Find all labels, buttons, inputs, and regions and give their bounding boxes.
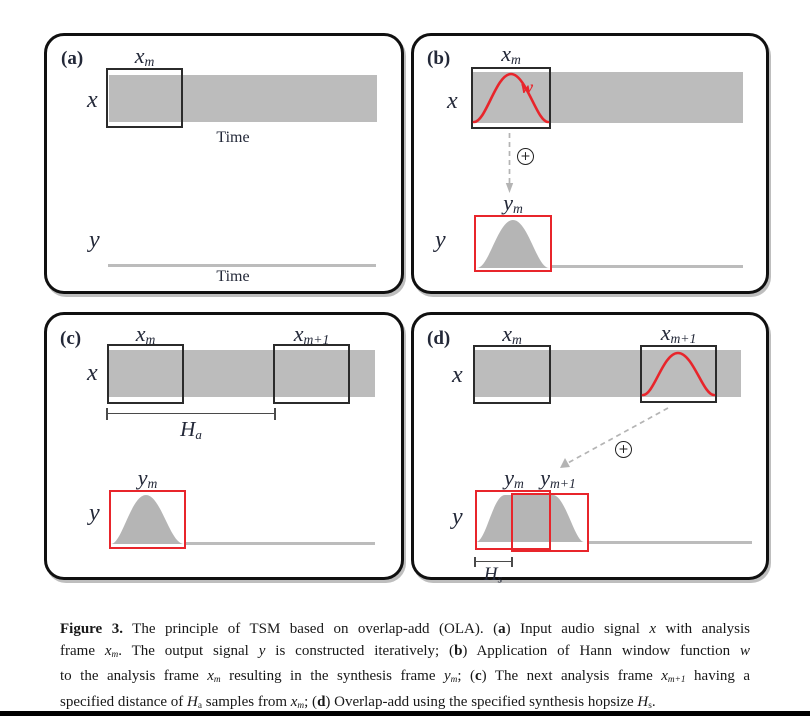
analysis-hopsize-bracket (107, 413, 275, 414)
panel-d-synthesis-frame2-box (511, 493, 589, 552)
panel-d-synthesis-frame1-label: ym (504, 465, 524, 491)
panel-d-y-axis-label: y (452, 504, 463, 530)
overlap-add-arrow-icon (502, 131, 518, 195)
panel-a-time-label-bottom: Time (216, 268, 250, 285)
panel-a-x-axis-label: x (87, 87, 98, 113)
panel-d-x-axis-label: x (452, 362, 463, 388)
panel-a-output-signal-line (108, 264, 376, 267)
overlap-add-arrow-icon (554, 403, 674, 475)
panel-a-tag: (a) (61, 48, 84, 69)
panel-c-y-axis-label: y (89, 500, 100, 526)
panel-c-frame2-box (273, 344, 350, 404)
page-bottom-rule (0, 711, 810, 716)
panel-d-frame2-label: xm+1 (660, 320, 697, 346)
panel-c-tag: (c) (60, 328, 82, 349)
panel-a-time-label-top: Time (216, 129, 250, 146)
panel-c-frame1-label: xm (135, 321, 156, 347)
panel-b-y-axis-label: y (435, 227, 446, 253)
panel-c-frame2-label: xm+1 (293, 321, 330, 347)
panel-a-analysis-frame-box (106, 68, 183, 128)
panel-a-y-axis-label: y (89, 227, 100, 253)
panel-c (44, 312, 404, 580)
panel-d-frame1-label: xm (502, 321, 522, 347)
synthesis-hopsize-label: Hs (483, 564, 503, 586)
oplus-icon: + (615, 441, 632, 458)
panel-b-x-axis-label: x (447, 88, 458, 114)
panel-c-output-signal-line (186, 542, 375, 545)
panel-b-window-label: w (520, 77, 533, 97)
bracket-tick-right (274, 408, 276, 420)
synthesis-hopsize-bracket (475, 561, 512, 562)
hann-window-curve-path (643, 353, 714, 395)
panel-d-tag: (d) (427, 328, 451, 349)
hann-window-curve (640, 345, 717, 403)
panel-d-synthesis-frame2-label: ym+1 (540, 465, 576, 491)
panel-b-synthesis-frame-label: ym (503, 190, 523, 216)
panel-d (411, 312, 769, 586)
panel-b-analysis-frame-label: xm (501, 41, 521, 67)
panel-c-synthesis-frame-box (109, 490, 186, 549)
bracket-tick-left (106, 408, 108, 420)
panel-b-output-signal-line (552, 265, 743, 268)
panel-d-output-signal-line (589, 541, 752, 544)
panel-b (411, 33, 769, 294)
panel-c-synthesis-frame-label: ym (137, 465, 158, 491)
panel-b-tag: (b) (427, 48, 451, 69)
oplus-icon: + (517, 148, 534, 165)
panel-c-frame1-box (107, 344, 184, 404)
analysis-hopsize-label: Ha (180, 417, 202, 442)
figure-caption: Figure 3. The principle of TSM based on overlap-add (OLA). (a) Input audio signal x with analysis frame xm. The output signal y is constructed iteratively; (b) Application of Hann window function w to the analysis frame xm resulting in the synthesis frame ym; (c) The next analysis frame xm+1 having a specified distance of Ha samples from xm; (d) Overlap-add using the specified synthesis hopsize Hs. (60, 621, 751, 711)
panel-b-synthesis-frame-box (474, 215, 552, 272)
panel-a (44, 33, 404, 294)
panel-c-x-axis-label: x (87, 360, 98, 386)
panel-a-analysis-frame-label: xm (134, 43, 155, 69)
hann-window-curve (471, 67, 551, 129)
panel-d-frame1-box (473, 345, 551, 404)
